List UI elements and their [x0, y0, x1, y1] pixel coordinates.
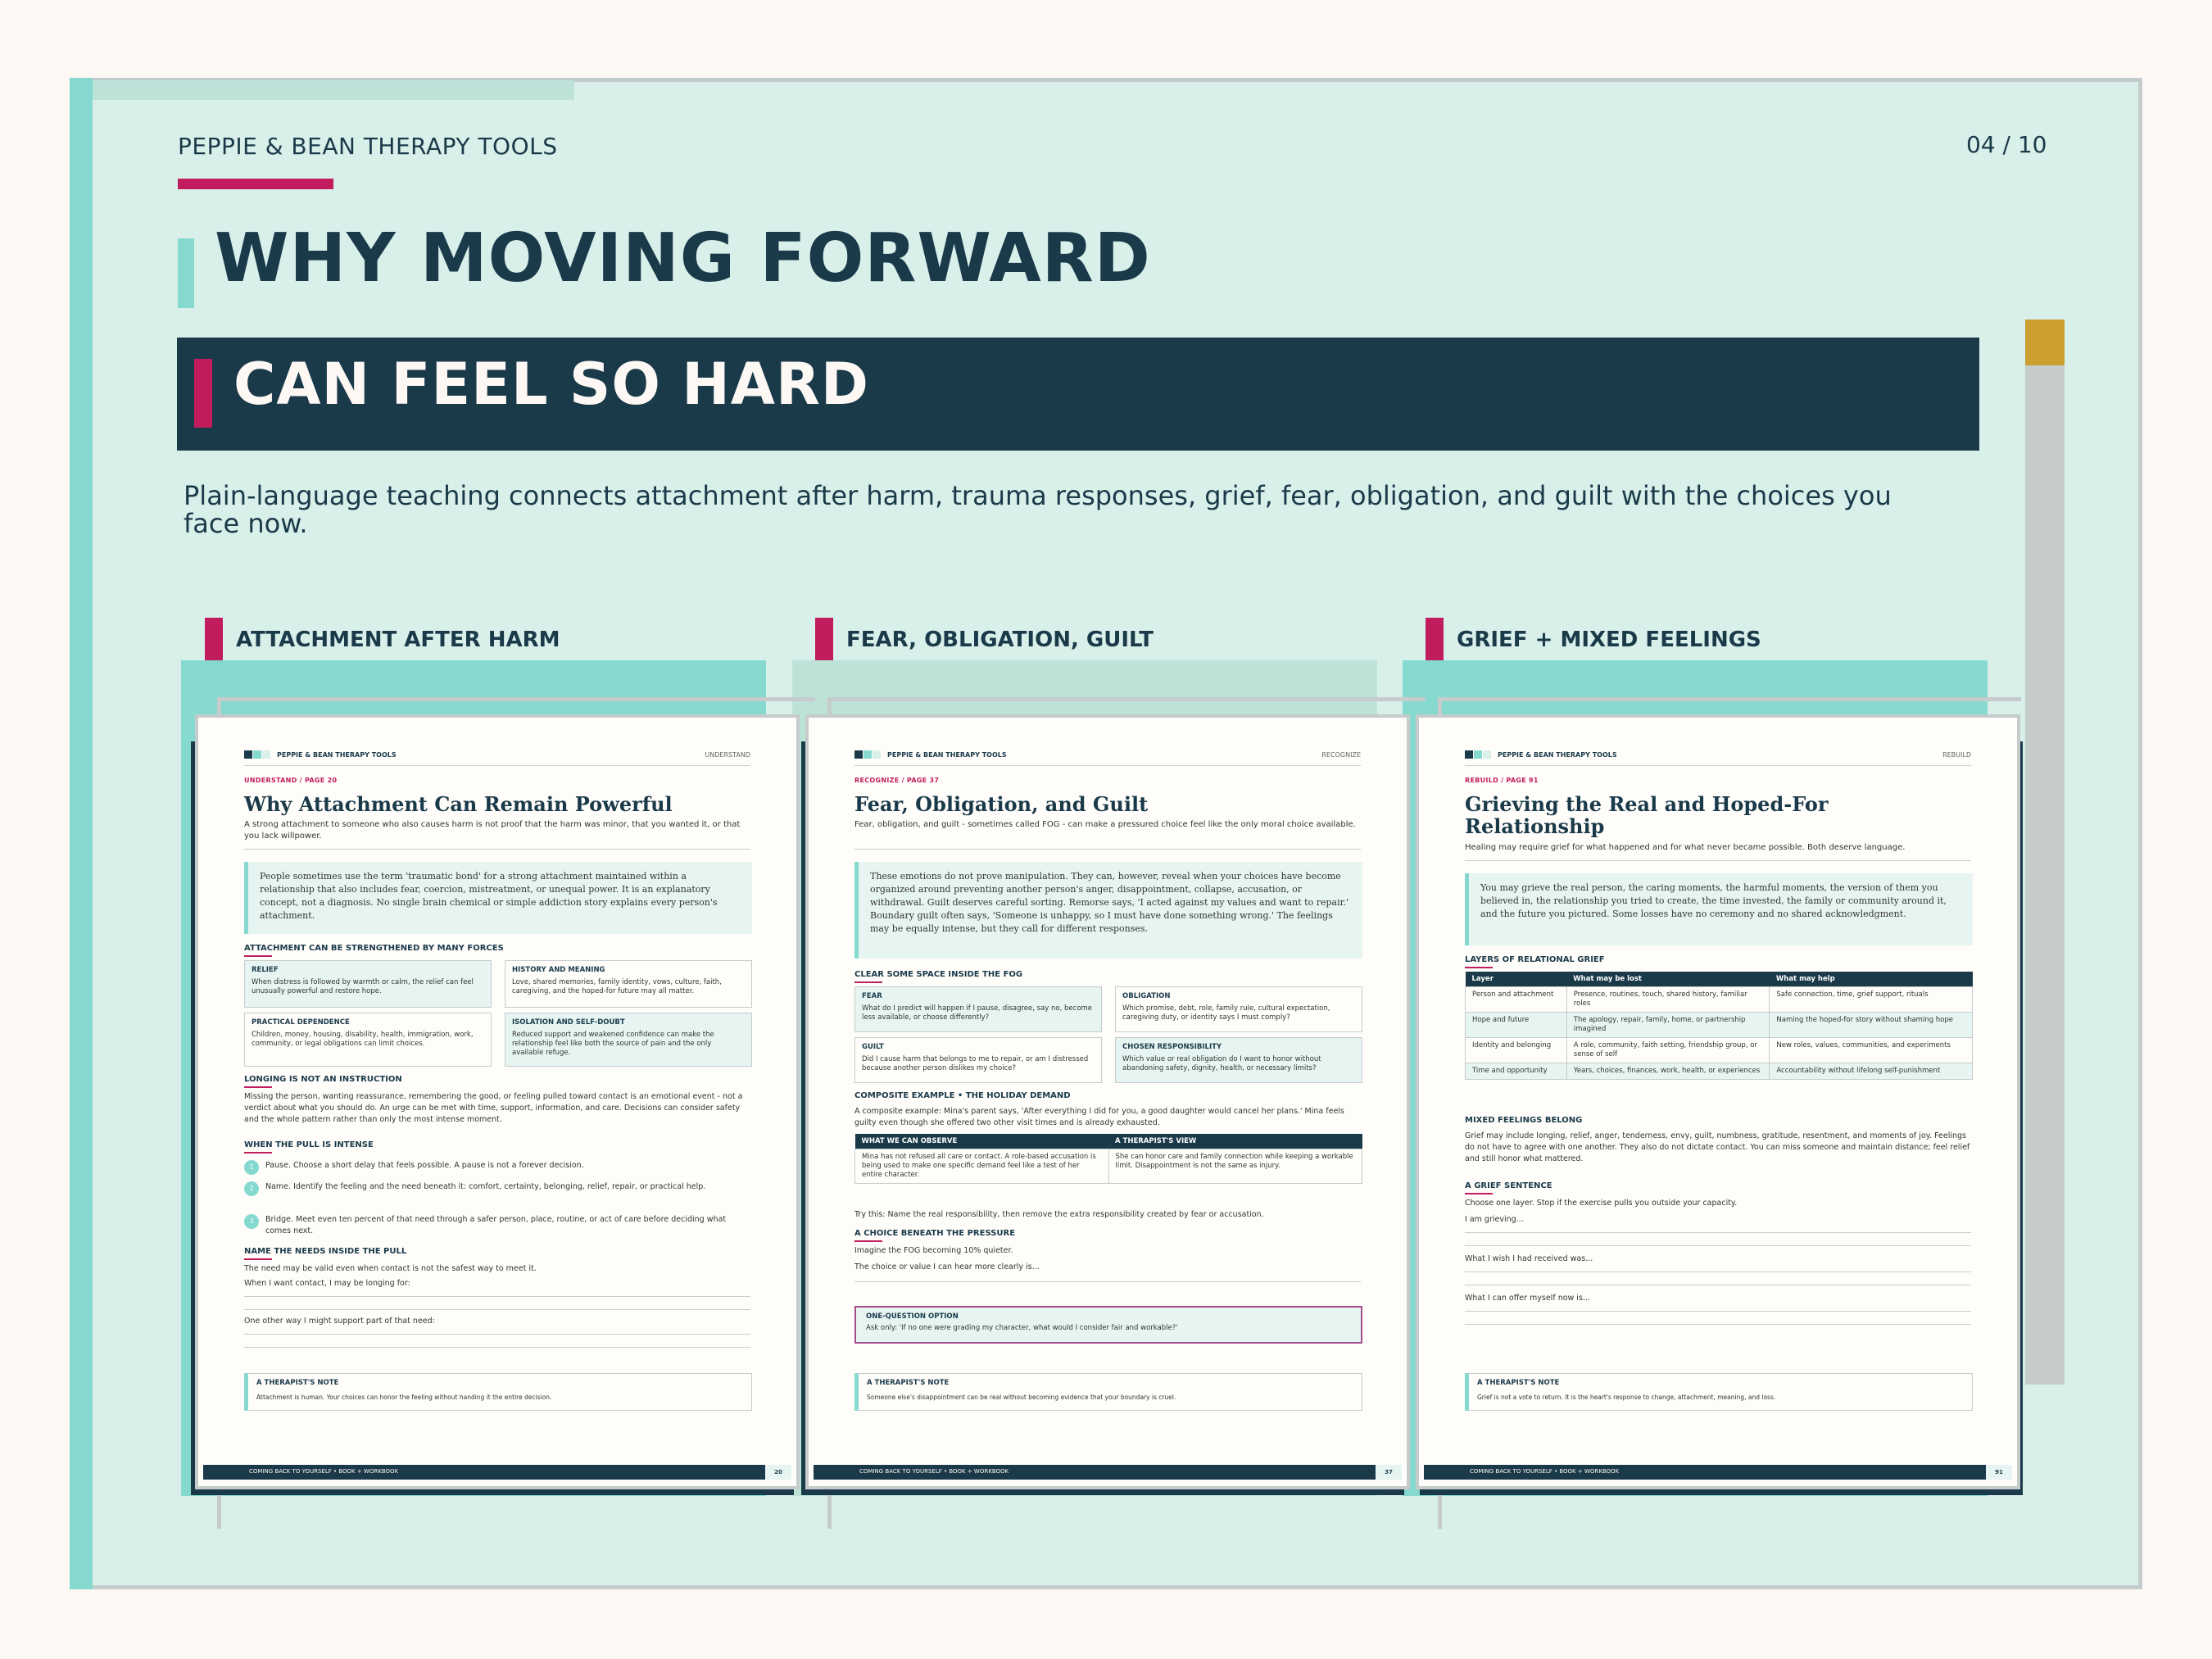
card-text: Which promise, debt, role, family rule, cultural expectation, caregiving duty, or identity says I must comply?: [1122, 1004, 1330, 1022]
section-underline: [244, 1086, 272, 1088]
page-header: [854, 749, 1361, 762]
table-cell: A role, community, faith setting, friendship group, or sense of self: [1566, 1038, 1770, 1063]
page-title-line2: CAN FEEL SO HARD: [233, 351, 869, 418]
callout-box: People sometimes use the term 'traumatic bond' for a strong attachment maintained within a relationship that also includes fear, coercion, mistreatment, or unequal power. It is an explanatory concept, not a diagnosis. No single brain chemical or simple addiction story explains every person's attachment.: [244, 862, 752, 934]
force-card-history: [505, 960, 752, 1008]
section-underline: [854, 1240, 882, 1242]
page-section: UNDERSTAND: [705, 751, 750, 759]
step-number: 3: [244, 1214, 259, 1229]
write-line[interactable]: [854, 1281, 1361, 1282]
column-label: GRIEF + MIXED FEELINGS: [1457, 628, 1761, 652]
right-rail-accent: [2025, 320, 2065, 365]
card-text: When distress is followed by warmth or calm, the relief can feel unusually powerful and restore hope.: [252, 978, 474, 995]
prompt-text: The choice or value I can hear more clearly is...: [854, 1262, 1040, 1271]
card-title: FEAR: [862, 992, 882, 1000]
brand-underline: [178, 179, 333, 189]
section-heading: CLEAR SOME SPACE INSIDE THE FOG: [854, 970, 1023, 979]
card-text: What do I predict will happen if I pause, disagree, say no, become less available, or choose differently?: [862, 1004, 1093, 1022]
table-header: WHAT WE CAN OBSERVE: [855, 1134, 1109, 1149]
needs-text: The need may be valid even when contact is not the safest way to meet it.: [244, 1264, 537, 1273]
table-cell: Safe connection, time, grief support, rituals: [1770, 987, 1973, 1013]
longing-text: Missing the person, wanting reassurance, remembering the good, or feeling pulled toward contact is an emotional event - not a verdict about what you should do. An urge can be met with time, support, information, and care. Decisions can consider safety and the whole pattern rather than only the most intense moment.: [244, 1092, 743, 1124]
footer-page-number: 37: [1376, 1465, 1402, 1480]
slide-page-number: 04 / 10: [1966, 131, 2047, 158]
logo-square: [244, 750, 252, 759]
page-heading: Fear, Obligation, and Guilt: [854, 792, 1149, 816]
table-cell: Identity and belonging: [1466, 1038, 1567, 1063]
page-kicker: RECOGNIZE / PAGE 37: [854, 777, 940, 784]
fog-card-guilt: [854, 1037, 1102, 1083]
table-cell: New roles, values, communities, and experiments: [1770, 1038, 1973, 1063]
column-accent: [815, 618, 833, 663]
logo-square: [253, 750, 261, 759]
section-underline: [244, 1152, 272, 1154]
write-line[interactable]: [1465, 1324, 1971, 1325]
note-text: Attachment is human. Your choices can honor the feeling without handing it the entire decision.: [256, 1394, 552, 1401]
write-line[interactable]: [1465, 1271, 1971, 1272]
card-title: GUILT: [862, 1043, 884, 1051]
one-question-option: [854, 1306, 1362, 1344]
card-title: RELIEF: [252, 966, 279, 974]
page-subtitle: Fear, obligation, and guilt - sometimes called FOG - can make a pressured choice feel like the only moral choice available.: [854, 820, 1356, 829]
table-header: A THERAPIST'S VIEW: [1108, 1134, 1362, 1149]
divider: [1465, 765, 1971, 766]
table-cell: Person and attachment: [1466, 987, 1567, 1013]
grief-layers-table: [1465, 972, 1973, 1080]
logo-square: [873, 750, 881, 759]
card-title: PRACTICAL DEPENDENCE: [252, 1018, 350, 1027]
footer-page-number: 91: [1986, 1465, 2012, 1480]
title-accent-bar: [178, 238, 194, 308]
logo-square: [863, 750, 872, 759]
prompt-text: When I want contact, I may be longing for:: [244, 1279, 410, 1288]
lead-paragraph: Plain-language teaching connects attachment after harm, trauma responses, grief, fear, obligation, and guilt with the choices you face now.: [184, 480, 1892, 539]
write-line[interactable]: [244, 1334, 750, 1335]
column-accent: [205, 618, 223, 663]
divider: [244, 765, 750, 766]
section-heading: A CHOICE BENEATH THE PRESSURE: [854, 1229, 1016, 1238]
table-cell: Hope and future: [1466, 1013, 1567, 1038]
note-text: Grief is not a vote to return. It is the heart's response to change, attachment, meaning, and loss.: [1477, 1394, 1776, 1401]
divider: [854, 849, 1361, 850]
section-underline: [244, 955, 272, 957]
write-line[interactable]: [1465, 1311, 1971, 1312]
divider: [1465, 860, 1971, 861]
card-text: Which value or real obligation do I want to honor without abandoning safety, dignity, health, or necessary limits?: [1122, 1055, 1321, 1072]
fog-card-obligation: [1115, 986, 1362, 1032]
page-subtitle: Healing may require grief for what happened and for what never became possible. Both deserve language.: [1465, 843, 1906, 852]
left-accent-bar: [70, 78, 93, 1589]
callout-box: These emotions do not prove manipulation. They can, however, reveal when your choices have become organized around preventing another person's anger, disappointment, collapse, accusation, or withdrawal. Guilt deserves careful sorting. Remorse says, 'I acted against my values and want to repair.' Boundary guilt often says, 'Someone is unhappy, so I must have done something wrong.' The feelings may be equally intense, but they call for different responses.: [854, 862, 1362, 959]
section-heading: NAME THE NEEDS INSIDE THE PULL: [244, 1247, 407, 1256]
mixed-text: Grief may include longing, relief, anger, tenderness, envy, guilt, numbness, gratitude, resentment, and moments of joy. Feelings do not have to agree with one another. They also do not dictate contact. You can miss someone and maintain distance; feel relief and still honor what mattered.: [1465, 1131, 1970, 1163]
therapist-note: [244, 1373, 752, 1411]
table-cell: Accountability without lifelong self-punishment: [1770, 1063, 1973, 1080]
logo-square: [262, 750, 270, 759]
prompt-text: What I wish I had received was...: [1465, 1254, 1593, 1263]
prompt-text: I am grieving...: [1465, 1215, 1524, 1224]
page-footer: [814, 1465, 1402, 1480]
step-number: 2: [244, 1181, 259, 1196]
card-text: Children, money, housing, disability, health, immigration, work, community, or legal obligations can limit choices.: [252, 1031, 474, 1048]
table-cell: Time and opportunity: [1466, 1063, 1567, 1080]
logo-square: [1474, 750, 1482, 759]
footer-text: COMING BACK TO YOURSELF • BOOK + WORKBOOK: [1470, 1468, 1620, 1475]
footer-page-number: 20: [765, 1465, 791, 1480]
step-item: [244, 1160, 752, 1172]
page-brand: PEPPIE & BEAN THERAPY TOOLS: [887, 751, 1007, 759]
table-header: What may be lost: [1566, 972, 1770, 987]
example-table: [854, 1134, 1362, 1184]
note-heading: A THERAPIST'S NOTE: [867, 1379, 950, 1387]
table-cell: Mina has not refused all care or contact. A role-based accusation is being used to make one specific demand feel like a test of her entire character.: [855, 1149, 1109, 1184]
section-heading: A GRIEF SENTENCE: [1465, 1181, 1552, 1190]
fog-card-fear: [854, 986, 1102, 1032]
logo-square: [1483, 750, 1491, 759]
card-text: Did I cause harm that belongs to me to repair, or am I distressed because another person dislikes my choice?: [862, 1055, 1089, 1072]
page-header: [1465, 749, 1971, 762]
section-underline: [1465, 967, 1493, 968]
section-heading: LAYERS OF RELATIONAL GRIEF: [1465, 955, 1605, 964]
page-kicker: REBUILD / PAGE 91: [1465, 777, 1539, 784]
page-kicker: UNDERSTAND / PAGE 20: [244, 777, 338, 784]
force-card-relief: [244, 960, 492, 1008]
workbook-page-fog[interactable]: [805, 714, 1410, 1489]
step-number: 1: [244, 1160, 259, 1175]
step-item: [244, 1181, 752, 1193]
page-footer: [1424, 1465, 2012, 1480]
banner-accent-bar: [194, 359, 212, 428]
force-card-dependence: [244, 1013, 492, 1067]
sentence-text: Choose one layer. Stop if the exercise pulls you outside your capacity.: [1465, 1199, 1738, 1208]
note-heading: A THERAPIST'S NOTE: [1477, 1379, 1560, 1387]
example-text: A composite example: Mina's parent says, 'After everything I did for you, a good daughter would cancel her plans.' Mina feels guilty even though she offered two other visit times and is already exhausted.: [854, 1107, 1344, 1127]
step-item: [244, 1214, 752, 1237]
page-header: [244, 749, 750, 762]
choice-text: Imagine the FOG becoming 10% quieter.: [854, 1246, 1013, 1255]
page-footer: [203, 1465, 791, 1480]
card-text: Love, shared memories, family identity, vows, culture, faith, caregiving, and the hoped-for future may all matter.: [512, 978, 722, 995]
therapist-note: [1465, 1373, 1973, 1411]
step-text: Name. Identify the feeling and the need beneath it: comfort, certainty, belonging, relief, repair, or practical help.: [265, 1182, 706, 1191]
brand-name: PEPPIE & BEAN THERAPY TOOLS: [178, 133, 558, 160]
prompt-text: What I can offer myself now is...: [1465, 1294, 1590, 1303]
table-cell: Presence, routines, touch, shared history, familiar roles: [1566, 987, 1770, 1013]
right-scroll-rail: [2025, 320, 2065, 1385]
top-accent-strip: [93, 80, 574, 100]
column-label: ATTACHMENT AFTER HARM: [236, 628, 560, 652]
card-text: Reduced support and weakened confidence can make the relationship feel like both the source of pain and the only available refuge.: [512, 1031, 714, 1057]
write-line[interactable]: [1465, 1245, 1971, 1246]
page-brand: PEPPIE & BEAN THERAPY TOOLS: [277, 751, 397, 759]
option-heading: ONE-QUESTION OPTION: [866, 1312, 959, 1321]
divider: [854, 765, 1361, 766]
fog-card-responsibility: [1115, 1037, 1362, 1083]
column-accent: [1426, 618, 1444, 663]
write-line[interactable]: [1465, 1232, 1971, 1233]
table-cell: The apology, repair, family, home, or partnership imagined: [1566, 1013, 1770, 1038]
page-section: RECOGNIZE: [1321, 751, 1361, 759]
callout-box: You may grieve the real person, the caring moments, the harmful moments, the version of them you believed in, the relationship you tried to create, the time invested, the family or community around it, and the future you pictured. Some losses have no ceremony and no shared acknowledgment.: [1465, 873, 1973, 945]
table-header: What may help: [1770, 972, 1973, 987]
footer-text: COMING BACK TO YOURSELF • BOOK + WORKBOOK: [249, 1468, 399, 1475]
card-title: OBLIGATION: [1122, 992, 1171, 1000]
page-heading: Why Attachment Can Remain Powerful: [244, 792, 673, 816]
page-heading: Grieving the Real and Hoped-For Relationship: [1465, 792, 1829, 838]
page-section: REBUILD: [1942, 751, 1971, 759]
section-heading: ATTACHMENT CAN BE STRENGTHENED BY MANY FORCES: [244, 944, 504, 953]
section-underline: [1465, 1193, 1493, 1194]
write-line[interactable]: [244, 1347, 750, 1348]
logo-square: [1465, 750, 1473, 759]
workbook-page-grief[interactable]: [1416, 714, 2020, 1489]
note-heading: A THERAPIST'S NOTE: [256, 1379, 339, 1387]
divider: [244, 849, 750, 850]
card-title: CHOSEN RESPONSIBILITY: [1122, 1043, 1222, 1051]
page-title-line1: WHY MOVING FORWARD: [215, 220, 1151, 297]
step-text: Bridge. Meet even ten percent of that need through a safer person, place, routine, or act of care before deciding what comes next.: [265, 1215, 727, 1235]
therapist-note: [854, 1373, 1362, 1411]
section-underline: [244, 1258, 272, 1260]
page-brand: PEPPIE & BEAN THERAPY TOOLS: [1498, 751, 1617, 759]
section-heading: COMPOSITE EXAMPLE • THE HOLIDAY DEMAND: [854, 1091, 1071, 1100]
try-text: Try this: Name the real responsibility, then remove the extra responsibility created by fear or accusation.: [854, 1210, 1264, 1219]
card-title: ISOLATION AND SELF-DOUBT: [512, 1018, 625, 1027]
table-cell: Naming the hoped-for story without shaming hope: [1770, 1013, 1973, 1038]
footer-text: COMING BACK TO YOURSELF • BOOK + WORKBOOK: [859, 1468, 1009, 1475]
section-heading: WHEN THE PULL IS INTENSE: [244, 1140, 374, 1149]
prompt-text: One other way I might support part of that need:: [244, 1317, 435, 1326]
write-line[interactable]: [244, 1309, 750, 1310]
card-title: HISTORY AND MEANING: [512, 966, 605, 974]
write-line[interactable]: [244, 1296, 750, 1297]
workbook-page-attachment[interactable]: [195, 714, 800, 1489]
step-text: Pause. Choose a short delay that feels possible. A pause is not a forever decision.: [265, 1161, 584, 1170]
page-subtitle: A strong attachment to someone who also causes harm is not proof that the harm was minor, that you wanted it, or that you lack willpower.: [244, 820, 741, 841]
section-heading: MIXED FEELINGS BELONG: [1465, 1116, 1583, 1125]
force-card-isolation: [505, 1013, 752, 1067]
logo-square: [854, 750, 863, 759]
table-cell: Years, choices, finances, work, health, or experiences: [1566, 1063, 1770, 1080]
note-text: Someone else's disappointment can be real without becoming evidence that your boundary is cruel.: [867, 1394, 1176, 1401]
option-text: Ask only: 'If no one were grading my character, what would I consider fair and workable?': [866, 1324, 1178, 1332]
section-underline: [854, 981, 882, 983]
column-label: FEAR, OBLIGATION, GUILT: [846, 628, 1154, 652]
section-heading: LONGING IS NOT AN INSTRUCTION: [244, 1075, 402, 1084]
table-cell: She can honor care and family connection while keeping a workable limit. Disappointment is not the same as injury.: [1108, 1149, 1362, 1184]
table-header: Layer: [1466, 972, 1567, 987]
